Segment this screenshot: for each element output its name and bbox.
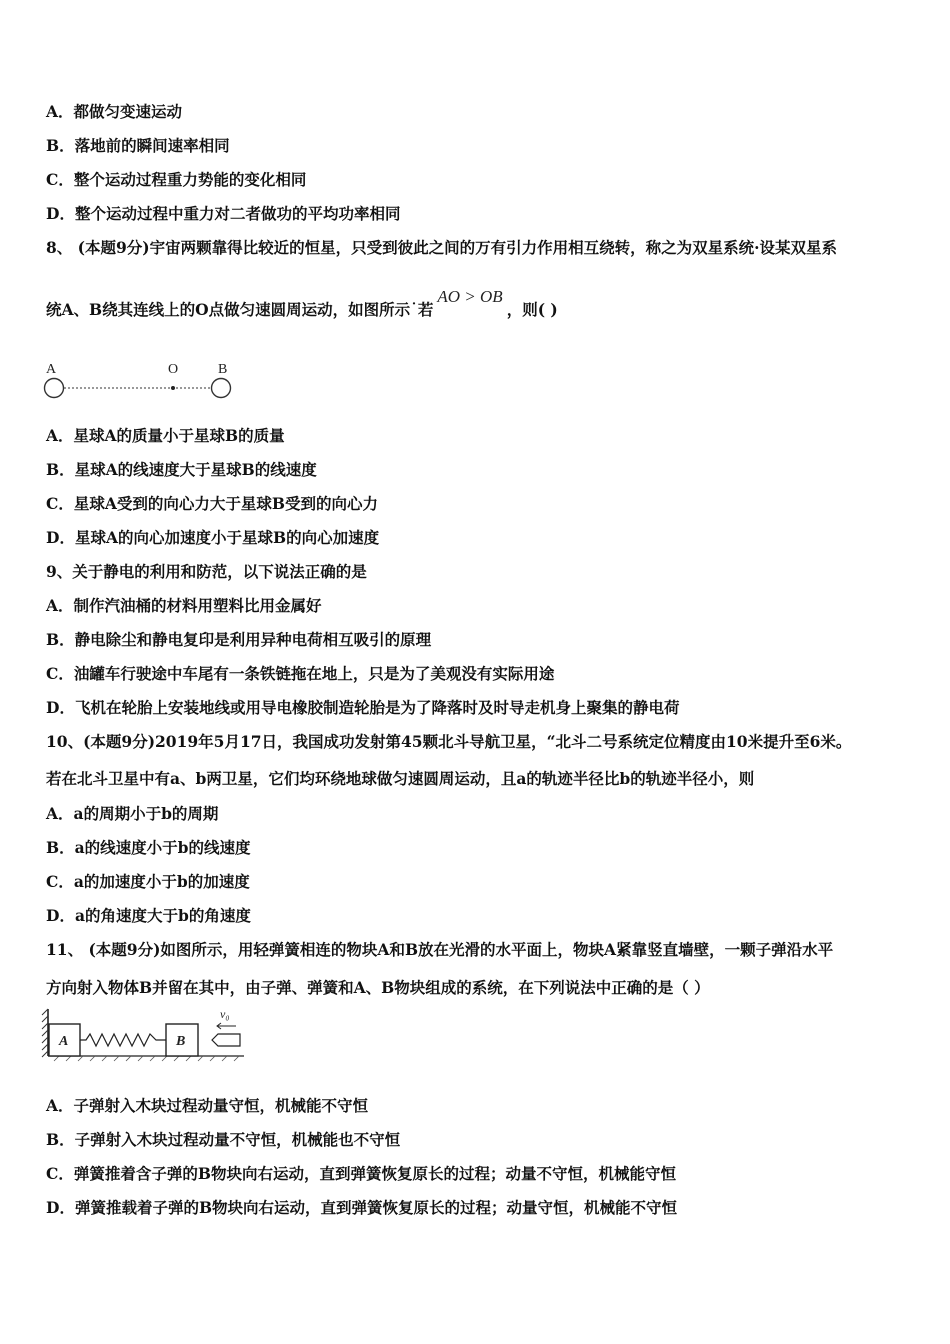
q8-stem-line1: 8、 (本题9分)宇宙两颗靠得比较近的恒星，只受到彼此之间的万有引力作用相互绕转，称之为双星系统·设某双星系 (46, 238, 838, 257)
figure-label-o: O (168, 362, 179, 377)
q9-option-d: D．飞机在轮胎上安装地线或用导电橡胶制造轮胎是为了降落时及时导走机身上聚集的静电荷 (46, 698, 680, 717)
block-a-label: A (59, 1034, 69, 1049)
q8-stem-pre: 统A、B绕其连线上的O点做匀速圆周运动，如图所示˙若 (46, 300, 434, 319)
q7-option-a: A．都做匀变速运动 (46, 102, 183, 121)
q9-stem: 9、关于静电的利用和防范，以下说法正确的是 (46, 562, 367, 581)
q10-stem-line1: 10、(本题9分)2019年5月17日，我国成功发射第45颗北斗导航卫星，“北斗二号系统定位精度由10米提升至6米。 (46, 732, 852, 751)
q9-option-c: C．油罐车行驶途中车尾有一条铁链拖在地上，只是为了美观没有实际用途 (46, 664, 555, 683)
wall-hatching (42, 1009, 48, 1057)
floor-hatching (54, 1056, 239, 1061)
figure-label-b: B (218, 362, 228, 377)
q7-option-d: D．整个运动过程中重力对二者做功的平均功率相同 (46, 204, 401, 223)
q8-stem-post: ，则( ) (506, 300, 558, 319)
q7-option-c: C．整个运动过程重力势能的变化相同 (46, 170, 307, 189)
q8-option-a: A．星球A的质量小于星球B的质量 (46, 426, 285, 445)
figure-label-a: A (46, 362, 57, 377)
q10-option-d: D．a的角速度大于b的角速度 (46, 906, 251, 925)
q11-option-d: D．弹簧推载着子弹的B物块向右运动，直到弹簧恢复原长的过程；动量守恒，机械能不守恒 (46, 1198, 678, 1217)
q10-stem-line2: 若在北斗卫星中有a、b两卫星，它们均环绕地球做匀速圆周运动，且a的轨迹半径比b的轨迹半径小，则 (46, 769, 755, 788)
bullet (212, 1034, 240, 1046)
q8-option-c: C．星球A受到的向心力大于星球B受到的向心力 (46, 494, 378, 513)
q9-option-a: A．制作汽油桶的材料用塑料比用金属好 (46, 596, 322, 615)
q11-option-b: B．子弹射入木块过程动量不守恒，机械能也不守恒 (46, 1130, 401, 1149)
q11-option-c: C．弹簧推着含子弹的B物块向右运动，直到弹簧恢复原长的过程；动量不守恒，机械能守恒 (46, 1164, 676, 1183)
velocity-label: v₀ (220, 1007, 230, 1021)
star-b-circle (212, 379, 231, 398)
binary-star-figure (40, 358, 240, 404)
spring-coil (80, 1034, 166, 1046)
q7-option-b: B．落地前的瞬间速率相同 (46, 136, 230, 155)
q10-option-a: A．a的周期小于b的周期 (46, 804, 219, 823)
q10-option-b: B．a的线速度小于b的线速度 (46, 838, 251, 857)
q9-option-b: B．静电除尘和静电复印是利用异种电荷相互吸引的原理 (46, 630, 432, 649)
q11-option-a: A．子弹射入木块过程动量守恒，机械能不守恒 (46, 1096, 369, 1115)
q8-formula: AO > OB (437, 287, 503, 306)
center-point-o (171, 386, 175, 390)
q8-option-b: B．星球A的线速度大于星球B的线速度 (46, 460, 317, 479)
block-b-label: B (176, 1034, 186, 1049)
star-a-circle (45, 379, 64, 398)
q10-option-c: C．a的加速度小于b的加速度 (46, 872, 250, 891)
q8-stem-line2 (46, 287, 558, 320)
q8-option-d: D．星球A的向心加速度小于星球B的向心加速度 (46, 528, 380, 547)
q11-stem-line1: 11、 (本题9分)如图所示，用轻弹簧相连的物块A和B放在光滑的水平面上，物块A紧靠竖直墙壁，一颗子弹沿水平 (46, 940, 834, 959)
q11-stem-line2: 方向射入物体B并留在其中，由子弹、弹簧和A、B物块组成的系统，在下列说法中正确的是（ ） (46, 978, 710, 997)
spring-block-figure (40, 1006, 250, 1062)
